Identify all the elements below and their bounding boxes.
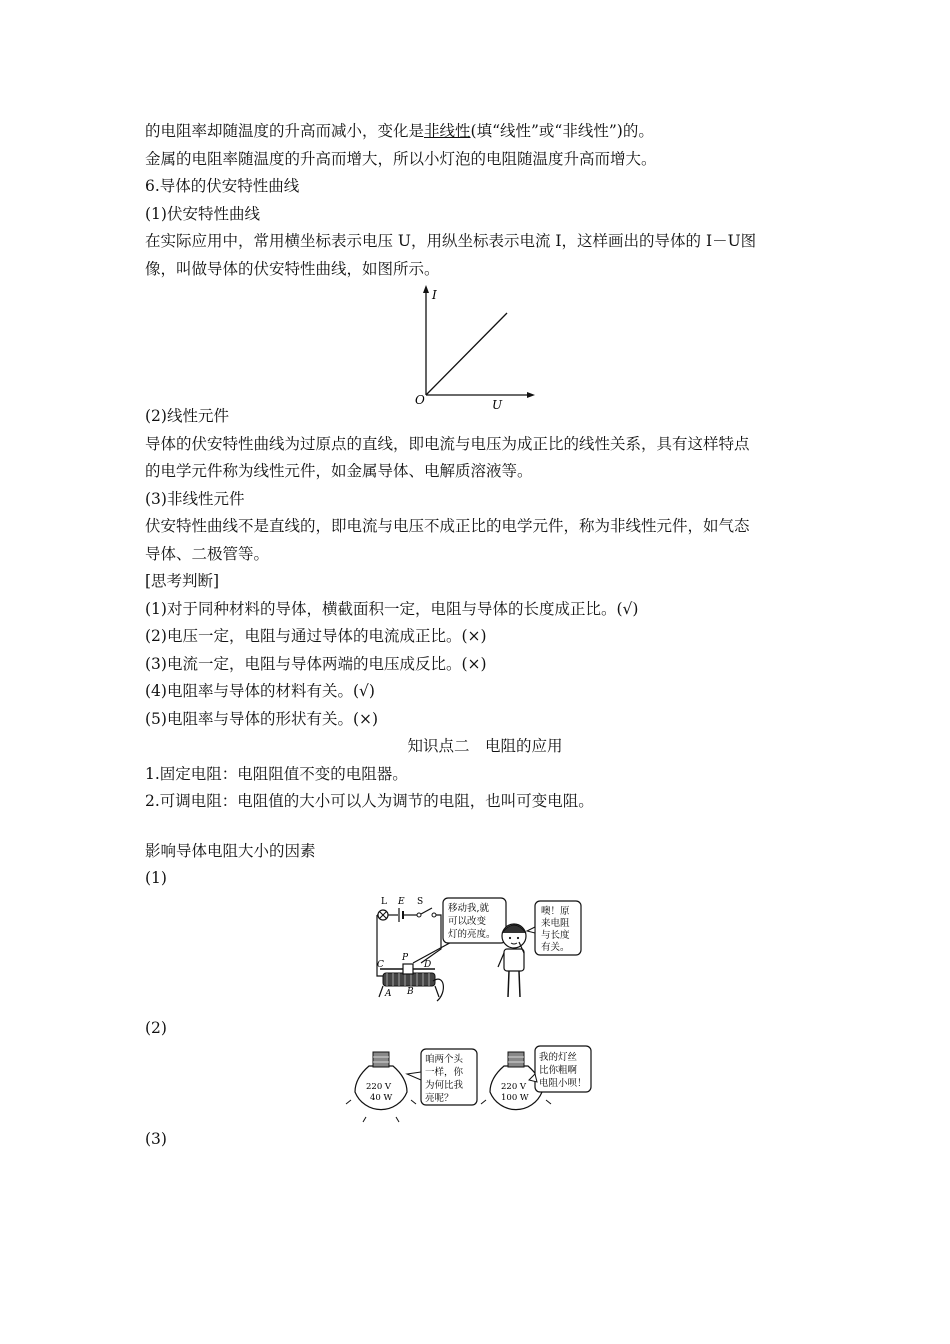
rheostat-illustration bbox=[145, 893, 825, 1013]
svg-text:C: C bbox=[377, 959, 384, 970]
y-axis-label: I bbox=[432, 288, 437, 302]
judgement-item: (5)电阻率与导体的形状有关。(×) bbox=[145, 709, 379, 728]
paragraph-linear-line1: 导体的伏安特性曲线为过原点的直线，即电流与电压为成正比的线性关系，具有这样特点 bbox=[145, 434, 750, 453]
svg-text:P: P bbox=[402, 952, 409, 963]
knowledge-point-title: 知识点二 电阻的应用 bbox=[407, 737, 563, 755]
svg-text:220 V: 220 V bbox=[501, 1082, 527, 1092]
svg-text:A: A bbox=[385, 988, 392, 999]
paragraph-nonlinear-line2: 导体、二极管等。 bbox=[145, 544, 270, 563]
fixed-resistor-definition: 1.固定电阻：电阻阻值不变的电阻器。 bbox=[145, 764, 408, 783]
svg-text:我的灯丝: 我的灯丝 bbox=[539, 1052, 578, 1063]
svg-text:有关。: 有关。 bbox=[541, 941, 570, 953]
iv-graph bbox=[145, 285, 825, 412]
svg-text:一样，你: 一样，你 bbox=[425, 1067, 464, 1078]
item-label-2: (2) bbox=[145, 1018, 167, 1037]
think-heading: [思考判断] bbox=[145, 572, 220, 590]
svg-text:L: L bbox=[381, 896, 387, 907]
circuit-wire bbox=[421, 915, 441, 963]
switch-icon bbox=[421, 908, 432, 914]
svg-text:电阻小呗！: 电阻小呗！ bbox=[539, 1078, 587, 1089]
paragraph-metal-resistivity: 金属的电阻率随温度的升高而增大，所以小灯泡的电阻随温度升高而增大。 bbox=[145, 149, 657, 168]
item-label-1: (1) bbox=[145, 869, 167, 887]
paragraph-nonlinear-line1: 伏安特性曲线不是直线的，即电流与电压不成正比的电学元件，称为非线性元件，如气态 bbox=[145, 517, 750, 535]
svg-text:B: B bbox=[407, 986, 414, 997]
paragraph-iv-curve-line2: 像，叫做导体的伏安特性曲线，如图所示。 bbox=[145, 259, 440, 278]
judgement-item: (2)电压一定，电阻与通过导体的电流成正比。(×) bbox=[145, 627, 487, 645]
paragraph-iv-curve-line1: 在实际应用中，常用横坐标表示电压 U，用纵坐标表示电流 I，这样画出的导体的 I－U图 bbox=[145, 232, 757, 250]
svg-text:100 W: 100 W bbox=[501, 1093, 529, 1103]
section-heading: 6.导体的伏安特性曲线 bbox=[145, 177, 300, 195]
factors-heading: 影响导体电阻大小的因素 bbox=[145, 841, 316, 860]
svg-text:为何比我: 为何比我 bbox=[425, 1080, 464, 1091]
svg-text:咱两个头: 咱两个头 bbox=[425, 1054, 464, 1065]
bulbs-illustration bbox=[145, 1044, 825, 1122]
judgement-item: (3)电流一定，电阻与导体两端的电压成反比。(×) bbox=[145, 654, 487, 673]
svg-text:D: D bbox=[424, 959, 432, 970]
svg-text:灯的亮度。: 灯的亮度。 bbox=[448, 928, 496, 940]
x-axis-label: U bbox=[492, 398, 503, 412]
boy-figure bbox=[498, 924, 526, 997]
subheading-linear-element: (2)线性元件 bbox=[145, 407, 229, 425]
svg-text:来电阻: 来电阻 bbox=[541, 917, 570, 929]
item-label-3: (3) bbox=[145, 1130, 167, 1148]
svg-text:比你粗啊: 比你粗啊 bbox=[539, 1065, 578, 1076]
switch-icon bbox=[417, 913, 421, 917]
underlined-answer: 非线性 bbox=[424, 122, 471, 140]
y-axis-arrow bbox=[423, 285, 429, 293]
svg-text:S: S bbox=[417, 896, 424, 907]
x-axis-arrow bbox=[527, 392, 535, 398]
svg-text:可以改变: 可以改变 bbox=[448, 915, 487, 927]
svg-text:移动我,就: 移动我,就 bbox=[448, 902, 490, 914]
slider-p bbox=[403, 964, 413, 974]
paragraph-resistivity-semiconductor: 的电阻率却随温度的升高而减小，变化是非线性(填“线性”或“非线性”)的。 bbox=[145, 122, 654, 140]
subheading-iv-curve: (1)伏安特性曲线 bbox=[145, 204, 260, 223]
variable-resistor-definition: 2.可调电阻：电阻值的大小可以人为调节的电阻，也叫可变电阻。 bbox=[145, 792, 594, 810]
svg-text:与长度: 与长度 bbox=[541, 929, 570, 941]
judgement-item: (1)对于同种材料的导体，横截面积一定，电阻与导体的长度成正比。(√) bbox=[145, 599, 639, 618]
iv-line bbox=[426, 313, 507, 395]
document-page bbox=[145, 118, 825, 1154]
svg-text:40 W: 40 W bbox=[370, 1093, 393, 1103]
svg-text:亮呢？: 亮呢？ bbox=[425, 1093, 454, 1104]
origin-label: O bbox=[415, 393, 425, 407]
paragraph-linear-line2: 的电学元件称为线性元件，如金属导体、电解质溶液等。 bbox=[145, 462, 533, 480]
subheading-nonlinear-element: (3)非线性元件 bbox=[145, 489, 245, 508]
judgement-item: (4)电阻率与导体的材料有关。(√) bbox=[145, 682, 375, 700]
rheostat-coil bbox=[383, 973, 435, 986]
svg-text:噢！原: 噢！原 bbox=[541, 905, 570, 917]
svg-text:E: E bbox=[398, 896, 405, 907]
svg-text:220 V: 220 V bbox=[366, 1082, 392, 1092]
